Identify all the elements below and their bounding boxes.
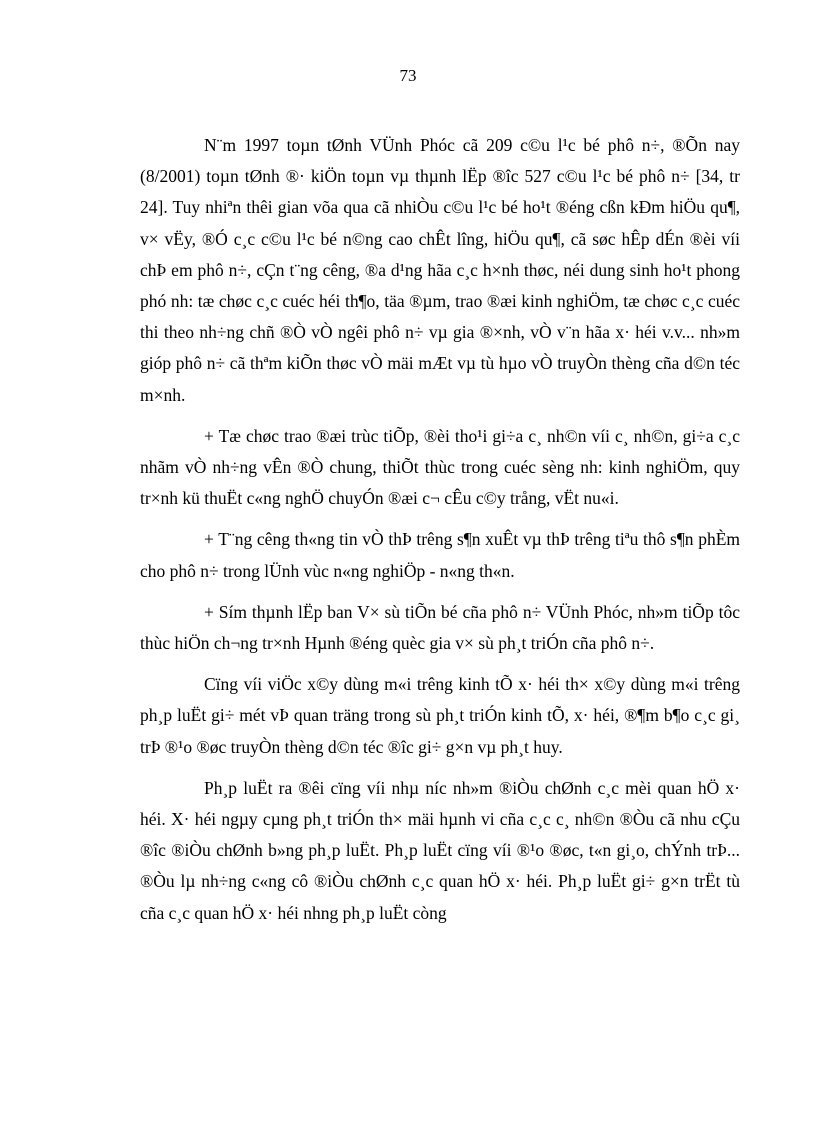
page-number: 73	[399, 66, 417, 85]
paragraph-exchange: + Tæ chøc trao ®æi trùc tiÕp, ®èi tho¹i gi÷a c¸ nh©n víi c¸ nh©n, gi÷a c¸c nhãm vÒ nh÷ng vÊn ®Ò chung, thiÕt thùc trong cuéc sèng nh: kinh nghiÖm, quy tr×nh kü thuËt c«ng nghÖ chuyÓn ®æi c¬ cÊu c©y trång, vËt nu«i.	[140, 425, 740, 509]
body-text	[140, 130, 740, 939]
paragraph-legal-environment: Cïng víi viÖc x©y dùng m«i trêng kinh tÕ x· héi th× x©y dùng m«i trêng ph¸p luËt gi÷ mét vÞ quan träng trong sù ph¸t triÓn kinh tÕ, x· héi, ®¶m b¶o c¸c gi¸ trÞ ®¹o ®øc truyÒn thèng d©n téc ®îc gi÷ g×n vµ ph¸t huy.	[140, 674, 740, 757]
paragraph-committee: + Sím thµnh lËp ban V× sù tiÕn bé cña phô n÷ VÜnh Phóc, nh»m tiÕp tôc thùc hiÖn ch¬ng tr×nh Hµnh ®éng quèc gia v× sù ph¸t triÓn cña phô n÷.	[140, 601, 740, 654]
paragraph-law: Ph¸p luËt ra ®êi cïng víi nhµ níc nh»m ®iÒu chØnh c¸c mèi quan hÖ x· héi. X· héi ngµy cµng ph¸t triÓn th× mäi hµnh vi cña c¸c c¸ nh©n ®Òu cã nhu cÇu ®îc ®iÒu chØnh b»ng ph¸p luËt. Ph¸p luËt cïng víi ®¹o ®øc, t«n gi¸o, chÝnh trÞ... ®Òu lµ nh÷ng c«ng cô ®iÒu chØnh c¸c quan hÖ x· héi. Ph¸p luËt gi÷ g×n trËt tù cña c¸c quan hÖ x· héi nhng ph¸p luËt còng	[140, 777, 740, 923]
paragraph-clubs: N¨m 1997 toµn tØnh VÜnh Phóc cã 209 c©u l¹c bé phô n÷, ®Õn nay (8/2001) toµn tØnh ®· kiÖn toµn vµ thµnh lËp ®îc 527 c©u l¹c bé phô n÷ [34, tr 24]. Tuy nhiªn thêi gian võa qua cã nhiÒu c©u l¹c bé ho¹t ®éng cßn kÐm hiÖu qu¶, v× vËy, ®Ó c¸c c©u l¹c bé n©ng cao chÊt lîng, hiÖu qu¶, cã søc hÊp dÉn ®èi víi chÞ em phô n÷, cÇn t¨ng cêng, ®a d¹ng hãa c¸c h×nh thøc, néi dung sinh ho¹t phong phó nh: tæ chøc c¸c cuéc héi th¶o, täa ®µm, trao ®æi kinh nghiÖm, tæ chøc c¸c cuéc thi theo nh÷ng chñ ®Ò vÒ ngêi phô n÷ vµ gia ®×nh, vÒ v¨n hãa x· héi v.v... nh»m gióp phô n÷ cã thªm kiÕn thøc vÒ mäi mÆt vµ tù hµo vÒ truyÒn thèng cña d©n téc m×nh.	[140, 135, 740, 405]
paragraph-market-info: + T¨ng cêng th«ng tin vÒ thÞ trêng s¶n xuÊt vµ thÞ trêng tiªu thô s¶n phÈm cho phô n÷ trong lÜnh vùc n«ng nghiÖp - n«ng th«n.	[140, 529, 740, 581]
